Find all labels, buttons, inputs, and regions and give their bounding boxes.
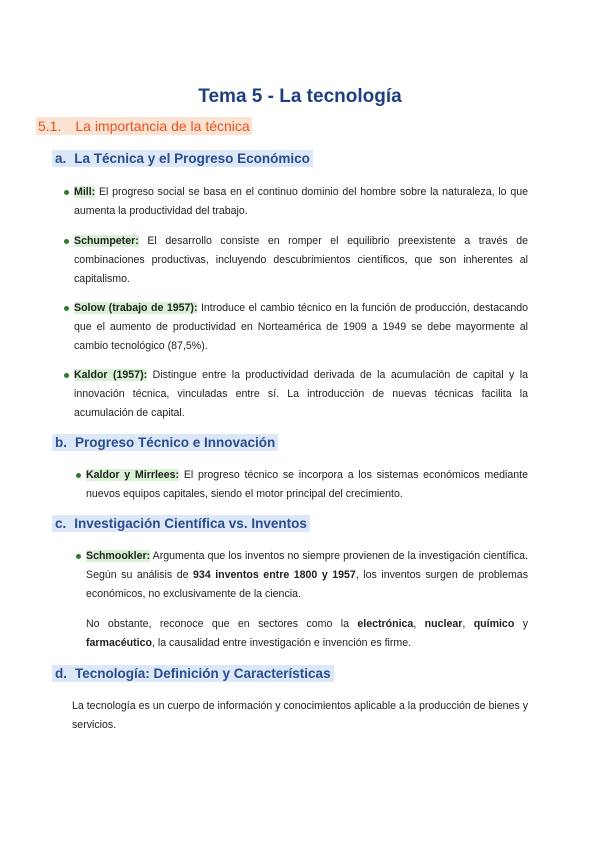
bullet-schmookler <box>86 547 528 604</box>
subsection-letter: c. <box>55 516 67 531</box>
note-text: , <box>462 618 474 630</box>
author-name: Solow (trabajo de 1957): <box>74 302 198 314</box>
note-text: , <box>413 618 425 630</box>
note-text: , la causalidad entre investigación e invención es firme. <box>151 637 412 649</box>
bullet-solow <box>74 299 528 356</box>
bullet-mill <box>74 183 528 221</box>
bullet-dot-icon <box>64 239 69 244</box>
subsection-label: La Técnica y el Progreso Económico <box>74 151 310 166</box>
bullet-schumpeter <box>74 232 528 289</box>
definition-paragraph: La tecnología es un cuerpo de información y conocimientos aplicable a la producción de bienes y servicios. <box>72 700 528 731</box>
bullet-dot-icon <box>64 190 69 195</box>
bullet-kaldor-mirrlees <box>86 466 528 504</box>
subsection-label: Tecnología: Definición y Características <box>75 666 331 681</box>
bullet-bold-text: 934 inventos entre 1800 y 1957 <box>193 569 356 581</box>
author-name: Kaldor (1957): <box>74 369 148 381</box>
bullet-dot-icon <box>64 373 69 378</box>
author-name: Schumpeter: <box>74 235 139 247</box>
note-bold: nuclear <box>424 618 463 630</box>
subsection-letter: a. <box>55 151 67 166</box>
bullet-text: El progreso social se basa en el continuo dominio del hombre sobre la naturaleza, lo que aumenta la productividad del trabajo. <box>74 186 528 217</box>
subsection-d-heading <box>52 666 334 681</box>
subsection-b-heading <box>52 435 278 450</box>
schmookler-note <box>86 615 528 653</box>
subsection-label: Investigación Científica vs. Inventos <box>74 516 307 531</box>
author-name: Schmookler: <box>86 550 151 562</box>
section-highlight <box>36 117 252 135</box>
bullet-dot-icon <box>76 554 81 559</box>
bullet-text: El desarrollo consiste en romper el equilibrio preexistente a través de combinaciones productivas, incluyendo descubrimientos científicos, que son inherentes al capitalismo. <box>74 235 528 285</box>
subsection-a-heading <box>52 151 313 166</box>
note-text: y <box>514 618 528 630</box>
note-text: No obstante, reconoce que en sectores como la <box>86 618 358 630</box>
bullet-text: Distingue entre la productividad derivada de la acumulación de capital y la innovación técnica, vinculadas entre sí. La introducción de nuevas técnicas facilita la acumulación de capital. <box>74 369 528 419</box>
subsection-letter: d. <box>55 666 67 681</box>
bullet-dot-icon <box>76 473 81 478</box>
section-label: La importancia de la técnica <box>75 118 250 134</box>
author-name: Kaldor y Mirrlees: <box>86 469 180 481</box>
author-name: Mill: <box>74 186 96 198</box>
bullet-text: , los inventos surgen de problemas económicos, no exclusivamente de la ciencia. <box>86 569 528 600</box>
page-title: Tema 5 - La tecnología <box>198 86 402 107</box>
subsection-label: Progreso Técnico e Innovación <box>75 435 276 450</box>
bullet-text: Argumenta que los inventos no siempre provienen de la investigación científica. Según su análisis de <box>86 550 528 581</box>
bullet-dot-icon <box>64 306 69 311</box>
section-number: 5.1. <box>38 118 62 134</box>
subsection-letter: b. <box>55 435 67 450</box>
note-bold: químico <box>473 618 515 630</box>
note-bold: farmacéutico <box>86 637 152 649</box>
subsection-c-heading <box>52 516 310 531</box>
bullet-text: El progreso técnico se incorpora a los sistemas económicos mediante nuevos equipos capitales, siendo el motor principal del crecimiento. <box>86 469 528 500</box>
bullet-text: Introduce el cambio técnico en la función de producción, destacando que el aumento de productividad en Norteamérica de 1909 a 1949 se debe mayormente al cambio tecnológico (87,5%). <box>74 302 528 352</box>
bullet-kaldor <box>74 366 528 423</box>
section-heading <box>36 118 252 134</box>
note-bold: electrónica <box>357 618 414 630</box>
